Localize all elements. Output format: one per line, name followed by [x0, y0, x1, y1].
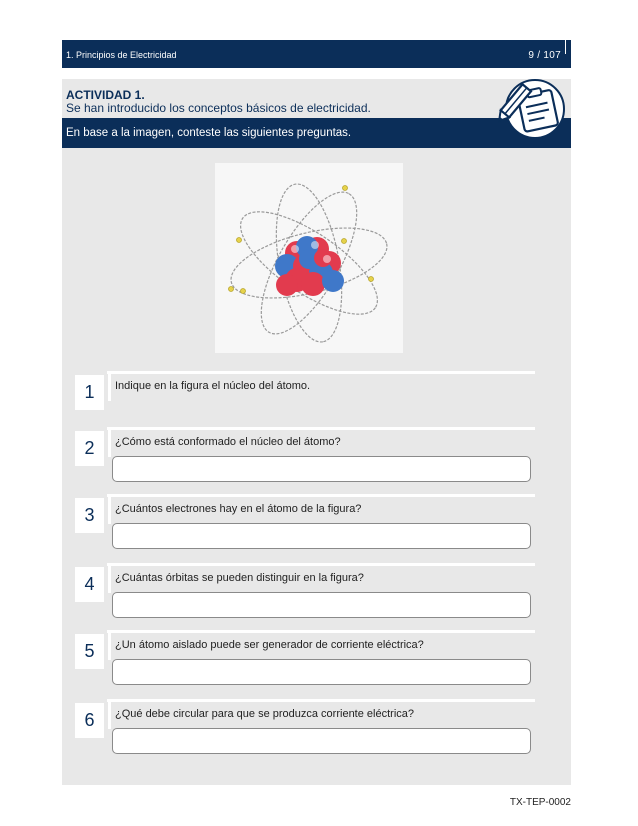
- question-text: ¿Cómo está conformado el núcleo del átomo?: [115, 436, 341, 448]
- activity-panel: [62, 79, 571, 785]
- clipboard-pencil-icon: [487, 79, 573, 139]
- question-vline: [108, 699, 111, 729]
- question-line: [107, 563, 535, 566]
- answer-field[interactable]: [112, 659, 531, 685]
- question-text: ¿Cuántos electrones hay en el átomo de la figura?: [115, 503, 362, 515]
- question-line: [107, 494, 535, 497]
- activity-title: ACTIVIDAD 1.: [66, 88, 145, 102]
- question-vline: [108, 371, 111, 401]
- activity-subtitle: Se han introducido los conceptos básicos de electricidad.: [66, 101, 371, 115]
- question-text: Indique en la figura el núcleo del átomo.: [115, 380, 311, 392]
- question-number: 4: [75, 567, 104, 602]
- question-text: ¿Cuántas órbitas se pueden distinguir en la figura?: [115, 572, 364, 584]
- question-vline: [108, 494, 111, 524]
- question-line: [107, 427, 535, 430]
- question-number: 6: [75, 703, 104, 738]
- question-vline: [108, 630, 111, 660]
- question-vline: [108, 563, 111, 593]
- header-divider: [565, 40, 566, 54]
- answer-field[interactable]: [112, 456, 531, 482]
- section-title: 1. Principios de Electricidad: [66, 50, 177, 60]
- page-indicator: 9 / 107: [528, 50, 561, 61]
- atom-image: [215, 163, 403, 353]
- question-line: [107, 371, 535, 374]
- question-vline: [108, 427, 111, 457]
- question-number: 3: [75, 498, 104, 533]
- question-text: ¿Qué debe circular para que se produzca corriente eléctrica?: [115, 708, 414, 720]
- question-number: 2: [75, 431, 104, 466]
- question-number: 1: [75, 375, 104, 410]
- answer-field[interactable]: [112, 523, 531, 549]
- question-line: [107, 699, 535, 702]
- question-line: [107, 630, 535, 633]
- question-text: ¿Un átomo aislado puede ser generador de corriente eléctrica?: [115, 639, 424, 651]
- document-code: TX-TEP-0002: [509, 797, 571, 808]
- instruction-text: En base a la imagen, conteste las siguientes preguntas.: [66, 127, 352, 139]
- answer-field[interactable]: [112, 592, 531, 618]
- atom-illustration: [215, 163, 403, 353]
- question-number: 5: [75, 634, 104, 669]
- answer-field[interactable]: [112, 728, 531, 754]
- header-bar: [62, 40, 571, 68]
